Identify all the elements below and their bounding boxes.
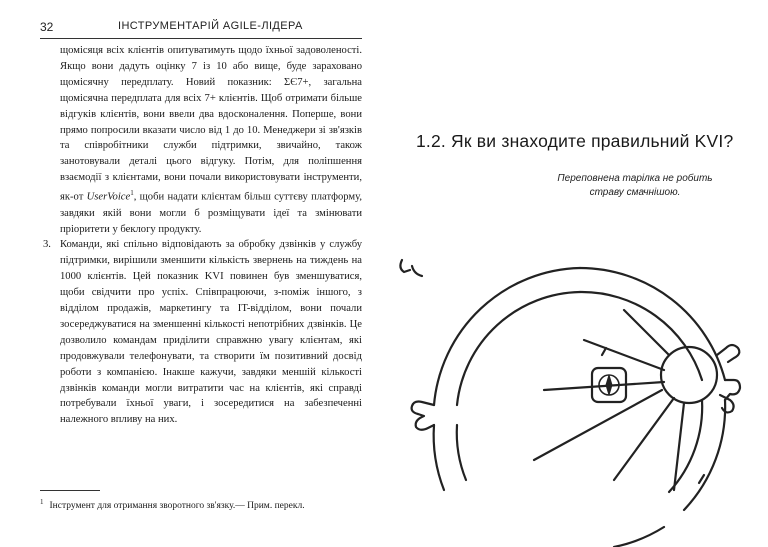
- continuation-paragraph: [40, 43, 362, 237]
- footnote-mark: 1: [40, 498, 44, 506]
- list-item-text: Команди, які спільно відповідають за обробку дзвінків у службу підтримки, вирішили зменшити кількість звернень на тиждень на 1000 клієнтів. Цей показник KVI повинен був зменшуватися, щоби свідчити про успіх. Співпрацюючи, з-поміж іншого, з відділом продажів, маркетингу та IT-відділом, вони почали зосереджуватися на зменшенні кількості непотрібних дзвінків. Це дозволило командам приділити справжню увагу клієнтам, які продовжували телефонувати, та створити їм позитивний досвід роботи з компанією. Інакше кажучи, завдяки меншій кількості дзвінків команди могли витратити час на клієнтів, які справді потребували їхньої уваги, і зосередитися на забезпеченні належного впливу на них.: [60, 239, 362, 426]
- body-text: [40, 43, 362, 428]
- footnote-text: Інструмент для отримання зворотного зв'язку.— Прим. перекл.: [49, 501, 305, 512]
- footnote-divider: [40, 490, 100, 491]
- footnote-ref: 1: [130, 189, 134, 198]
- page-number: 32: [40, 20, 54, 34]
- uservoice-term: UserVoice: [86, 191, 131, 203]
- page-header: [40, 18, 362, 39]
- continuation-end: , щоби надати клієнтам більш суттєву платформу, завдяки якій вони могли б розміщувати ідеї та змінювати пріоритети у беклогу продукту.: [60, 191, 362, 235]
- right-page: [384, 0, 768, 547]
- footnote: [40, 496, 362, 512]
- ship-wheel-illustration: [384, 230, 768, 547]
- section-title: 1.2. Як ви знаходите правильний KVI?: [416, 131, 734, 151]
- continuation-text: щомісяця всіх клієнтів опитуватимуть щодо їхньої задоволеності. Якщо вони дадуть оцінку 7 із 10 або вище, буде зараховано щомісячну передплату. Новий показник: ΣЄ7+, загальна щомісячна передплата для всіх 7+ клієнтів. Щоб отримати більше відгуків клієнтів, вони ввели два вдосконалення. Поперше, вони прямо попросили вказати число від 1 до 10. Менеджери зі зв'язків та співробітники служби підтримки, звичайно, також занотовували деталі цього відгуку. Потім, для поліпшення взаємодії з клієнтами, вони почали використовувати інструменти, як-от: [60, 45, 362, 203]
- running-head: ІНСТРУМЕНТАРІЙ AGILE-ЛІДЕРА: [118, 20, 303, 32]
- list-item-3: [40, 237, 362, 428]
- illustration-caption: Переповнена тарілка не робить страву смачнішою.: [557, 173, 713, 198]
- list-item-number: 3.: [43, 239, 51, 251]
